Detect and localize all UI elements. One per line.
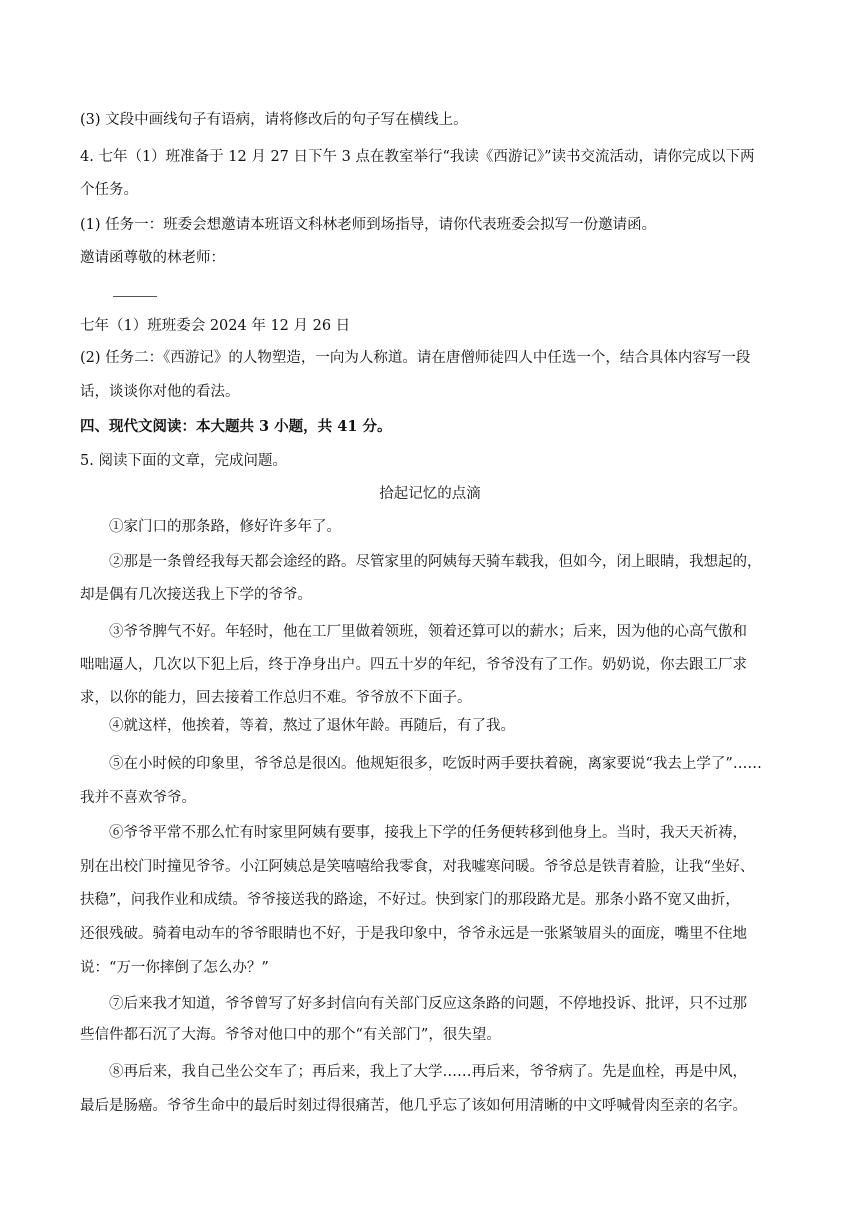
- question-5-prompt: 5. 阅读下面的文章，完成问题。: [80, 453, 287, 469]
- paragraph-4: ④就这样，他挨着，等着，熬过了退休年龄。再随后，有了我。: [109, 718, 515, 734]
- paragraph-8: ⑧再后来，我自己坐公交车了；再后来，我上了大学……再后来，爷爷病了。先是血栓，再是中风，: [109, 1064, 747, 1080]
- task-2-prompt: (2) 任务二：《西游记》的人物塑造，一向为人称道。请在唐僧师徒四人中任选一个，结合具体内容写一段: [80, 350, 751, 366]
- paragraph-7: ⑦后来我才知道，爷爷曾写了好多封信向有关部门反应这条路的问题，不停地投诉、批评，只不过那: [109, 996, 747, 1012]
- paragraph-6-cont-3: 还很残破。骑着电动车的爷爷眼睛也不好，于是我印象中，爷爷永远是一张紧皱眉头的面庞，嘴里不住地: [80, 926, 747, 942]
- article-title: 拾起记忆的点滴: [379, 486, 481, 502]
- question-3-prompt: (3) 文段中画线句子有语病，请将修改后的句子写在横线上。: [80, 112, 468, 128]
- paragraph-3: ③爷爷脾气不好。年轻时，他在工厂里做着领班，领着还算可以的薪水；后来，因为他的心高气傲和: [109, 624, 747, 640]
- question-4-intro-cont: 个任务。: [80, 182, 138, 198]
- paragraph-8-cont: 最后是肠癌。爷爷生命中的最后时刻过得很痛苦，他几乎忘了该如何用清晰的中文呼喊骨肉至亲的名字。: [80, 1098, 747, 1114]
- paragraph-7-cont: 些信件都石沉了大海。爷爷对他口中的那个“有关部门”，很失望。: [80, 1027, 501, 1043]
- answer-blank-line: [113, 296, 157, 297]
- question-4-intro: 4. 七年（1）班准备于 12 月 27 日下午 3 点在教室举行“我读《西游记》”读书交流活动，请你完成以下两: [80, 149, 755, 165]
- paragraph-3-cont-2: 求，以你的能力，回去接着工作总归不难。爷爷放不下面子。: [80, 690, 472, 706]
- invitation-salutation: 邀请函尊敬的林老师：: [80, 250, 225, 266]
- paragraph-3-cont-1: 咄咄逼人，几次以下犯上后，终于净身出户。四五十岁的年纪，爷爷没有了工作。奶奶说，你去跟工厂求: [80, 657, 747, 673]
- paragraph-6-cont-1: 别在出校门时撞见爷爷。小江阿姨总是笑嘻嘻给我零食，对我嘘寒问暖。爷爷总是铁青着脸，让我“坐好、: [80, 859, 755, 875]
- paragraph-6-cont-4: 说：“万一你摔倒了怎么办？”: [80, 960, 269, 976]
- paragraph-5: ⑤在小时候的印象里，爷爷总是很凶。他规矩很多，吃饭时两手要扶着碗，离家要说“我去上学了”……: [109, 756, 762, 772]
- paragraph-2-cont: 却是偶有几次接送我上下学的爷爷。: [80, 587, 312, 603]
- task-1-prompt: (1) 任务一：班委会想邀请本班语文科林老师到场指导，请你代表班委会拟写一份邀请函。: [80, 217, 657, 233]
- task-2-prompt-cont: 话，谈谈你对他的看法。: [80, 384, 240, 400]
- paragraph-6-cont-2: 扶稳”，问我作业和成绩。爷爷接送我的路途，不好过。快到家门的那段路尤是。那条小路不宽又曲折，: [80, 892, 740, 908]
- paragraph-1: ①家门口的那条路，修好许多年了。: [109, 519, 341, 535]
- paragraph-2: ②那是一条曾经我每天都会途经的路。尽管家里的阿姨每天骑车载我，但如今，闭上眼睛，我想起的，: [109, 554, 762, 570]
- paragraph-5-cont: 我并不喜欢爷爷。: [80, 790, 196, 806]
- paragraph-6: ⑥爷爷平常不那么忙有时家里阿姨有要事，接我上下学的任务便转移到他身上。当时，我天天祈祷，: [109, 825, 747, 841]
- invitation-signature: 七年（1）班班委会 2024 年 12 月 26 日: [80, 318, 351, 334]
- section-4-heading: 四、现代文阅读：本大题共 3 小题，共 41 分。: [80, 418, 392, 435]
